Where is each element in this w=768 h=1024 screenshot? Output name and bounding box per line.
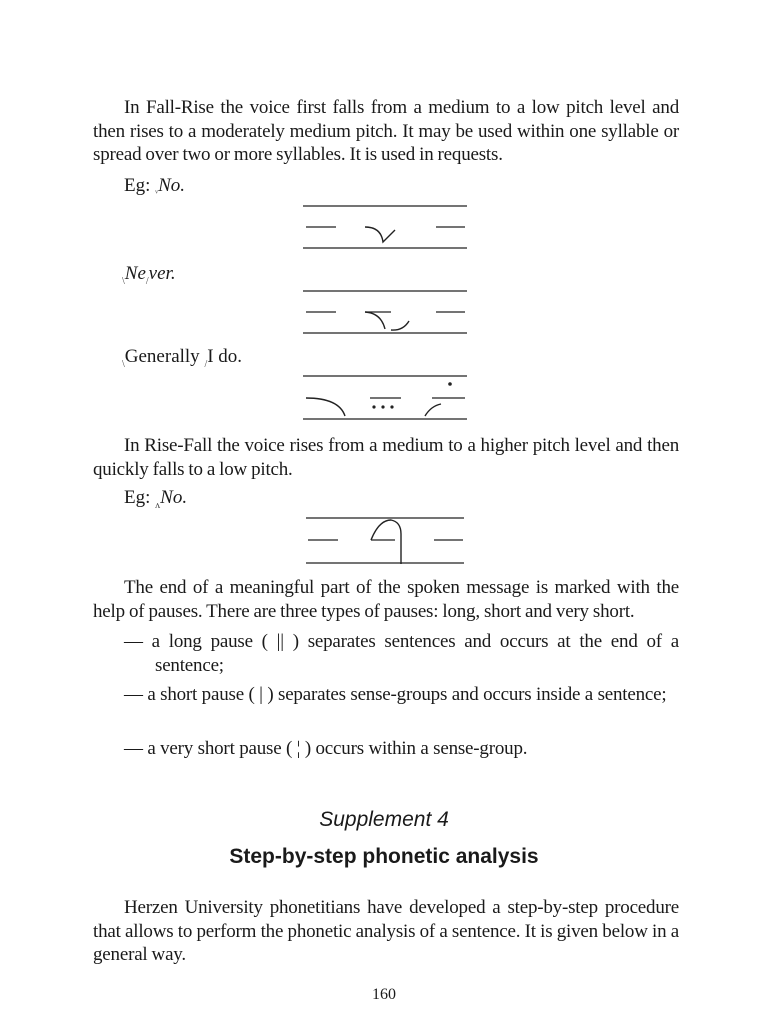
paragraph-herzen: Herzen University phonetitians have developed a step-by-step procedure that allows to perform the phonetic analysis of a sentence. It is given below in a general way. bbox=[93, 897, 679, 965]
pause-item-long: — a long pause ( || ) separates sentences and occurs at the end of a sentence; bbox=[124, 631, 679, 676]
example-phrase: Generally bbox=[124, 346, 200, 367]
example-phrase: I do. bbox=[207, 346, 243, 367]
example-never bbox=[122, 262, 176, 288]
example-syllable: Ne bbox=[124, 263, 146, 284]
example-generally bbox=[122, 345, 242, 371]
rise-mark: / bbox=[204, 359, 208, 370]
page-number: 160 bbox=[372, 986, 396, 1003]
example-prefix: Eg: bbox=[124, 175, 151, 196]
supplement-label: Supplement 4 bbox=[319, 808, 449, 831]
pause-item-short: — a short pause ( | ) separates sense-groups and occurs inside a sentence; bbox=[124, 684, 667, 705]
pause-item-very-short: — a very short pause ( ¦ ) occurs within a sense-group. bbox=[124, 738, 528, 759]
fall-rise-tone-mark: ᵛ bbox=[155, 188, 159, 199]
example-no-rise-fall bbox=[124, 486, 187, 512]
paragraph-fall-rise: In Fall-Rise the voice first falls from a medium to a low pitch level and then rises to a moderately medium pitch. It may be used within one syllable or spread over two or more syllables. It is used in requests. bbox=[93, 97, 679, 165]
example-syllable: ver. bbox=[148, 263, 176, 284]
rise-mark: / bbox=[145, 276, 149, 287]
paragraph-pauses: The end of a meaningful part of the spoken message is marked with the help of pauses. There are three types of pauses: long, short and very short. bbox=[93, 577, 679, 622]
intonation-stave-never bbox=[303, 287, 469, 335]
rise-fall-tone-mark: ʌ bbox=[155, 500, 161, 511]
intonation-stave-rise-fall bbox=[303, 514, 469, 566]
intonation-stave-no bbox=[303, 202, 469, 250]
example-no-fall-rise bbox=[124, 174, 185, 200]
intonation-stave-generally bbox=[303, 372, 469, 422]
low-fall-mark: \ bbox=[122, 276, 125, 287]
example-word: No. bbox=[160, 487, 188, 508]
example-word: No. bbox=[158, 175, 186, 196]
paragraph-rise-fall: In Rise-Fall the voice rises from a medium to a higher pitch level and then quickly falls to a low pitch. bbox=[93, 435, 679, 480]
example-prefix: Eg: bbox=[124, 487, 151, 508]
low-fall-mark: \ bbox=[122, 359, 125, 370]
section-title: Step-by-step phonetic analysis bbox=[229, 845, 539, 868]
